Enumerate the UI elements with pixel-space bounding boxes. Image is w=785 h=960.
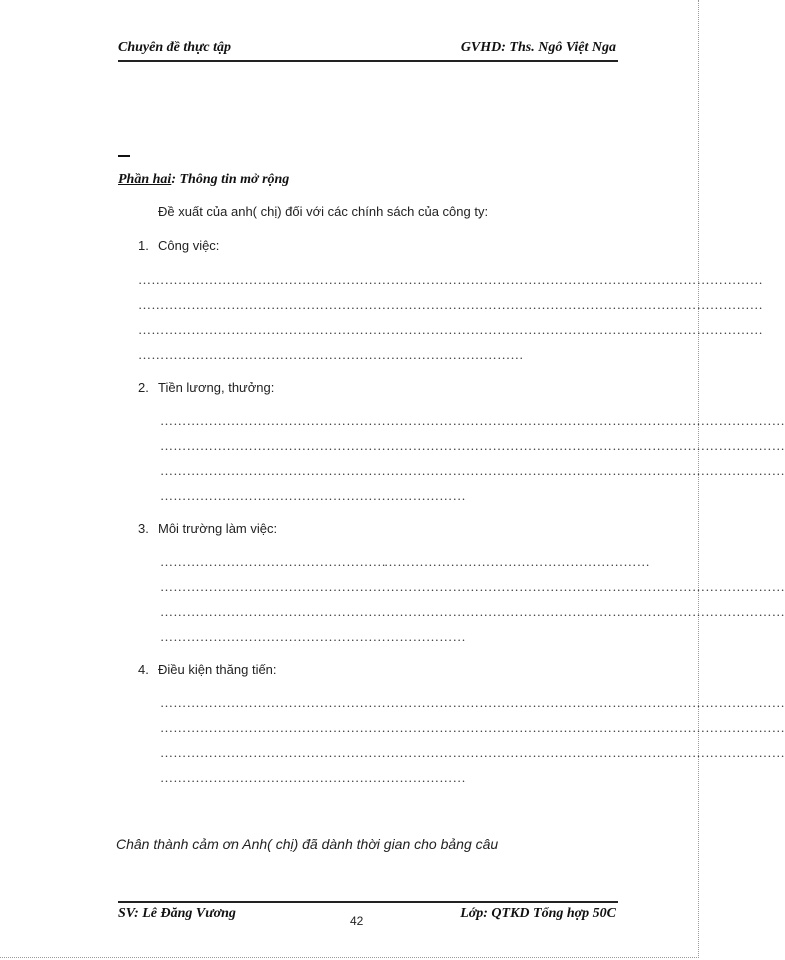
answer-line[interactable]: …………………………………………………………………………………………………………………………… xyxy=(160,604,785,619)
answer-line[interactable]: …………………………………………………………………………………………………………………………… xyxy=(160,579,785,594)
question-number: 1. xyxy=(138,238,149,253)
answer-line[interactable]: …………………………………………………………………………………………………………………………… xyxy=(160,438,785,453)
page-header xyxy=(118,40,618,62)
answer-line[interactable]: …………………………………………………………………………………………………………………………… xyxy=(160,745,785,760)
header-left-text: Chuyên đề thực tập xyxy=(118,40,232,55)
question-label: Điều kiện thăng tiến: xyxy=(158,662,277,677)
footer-left-text: SV: Lê Đăng Vương xyxy=(118,906,236,921)
answer-line[interactable]: …………………………………………………………………………………………………………………………… xyxy=(160,413,785,428)
page-footer xyxy=(118,901,618,923)
answer-line[interactable]: …………………………………………………………… xyxy=(160,770,466,785)
question-label: Công việc: xyxy=(158,238,220,253)
page-number: 42 xyxy=(350,914,364,928)
answer-line[interactable]: …………………………………………………………………………………………………………………………… xyxy=(138,322,764,337)
question-number: 4. xyxy=(138,662,149,677)
answer-line[interactable]: …………………………………………………………………………………………………………………………… xyxy=(160,720,785,735)
answer-line[interactable]: …………………………………………………………… xyxy=(160,629,466,644)
question-label: Môi trường làm việc: xyxy=(158,521,278,536)
closing-text: Chân thành cảm ơn Anh( chị) đã dành thời gian cho bảng câu xyxy=(116,836,499,852)
section-title-prefix: Phần hai xyxy=(118,172,172,187)
answer-line[interactable]: …………………………………………………………………………… xyxy=(138,347,524,362)
question-label: Tiền lương, thưởng: xyxy=(158,380,275,395)
question-number: 3. xyxy=(138,521,149,536)
answer-line[interactable]: …………………………………………………… xyxy=(384,554,650,569)
section-title-suffix: : Thông tin mở rộng xyxy=(171,172,290,187)
answer-line[interactable]: …………………………………………… xyxy=(160,554,387,569)
answer-line[interactable]: …………………………………………………………………………………………………………………………… xyxy=(160,463,785,478)
answer-line[interactable]: …………………………………………………………………………………………………………………………… xyxy=(160,695,785,710)
header-right-text: GVHD: Ths. Ngô Việt Nga xyxy=(460,40,616,55)
dash-mark xyxy=(118,155,130,157)
intro-text: Đề xuất của anh( chị) đối với các chính sách của công ty: xyxy=(158,204,489,219)
question-number: 2. xyxy=(138,380,149,395)
section-title xyxy=(118,172,289,188)
footer-right-text: Lớp: QTKD Tổng hợp 50C xyxy=(460,906,616,921)
answer-line[interactable]: …………………………………………………………… xyxy=(160,488,466,503)
answer-line[interactable]: …………………………………………………………………………………………………………………………… xyxy=(138,272,764,287)
answer-line[interactable]: …………………………………………………………………………………………………………………………… xyxy=(138,297,764,312)
